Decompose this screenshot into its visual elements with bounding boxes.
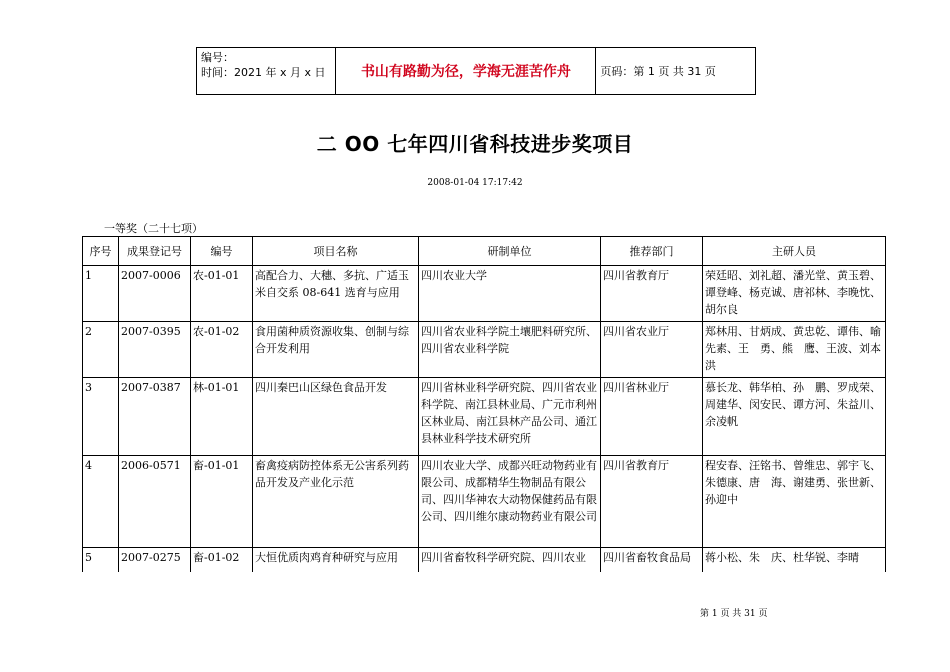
- cell-seq: 5: [83, 548, 119, 573]
- header-motto: 书山有路勤为径，学海无涯苦作舟: [336, 48, 596, 95]
- page-header: [196, 47, 756, 95]
- column-header: 推荐部门: [601, 237, 703, 266]
- cell-seq: 3: [83, 378, 119, 456]
- cell-code: 农-01-01: [191, 266, 253, 322]
- table-row: [83, 266, 886, 322]
- cell-dept: 四川省教育厅: [601, 266, 703, 322]
- column-header: 编号: [191, 237, 253, 266]
- column-header: 成果登记号: [119, 237, 191, 266]
- table-header-row: [83, 237, 886, 266]
- column-header: 项目名称: [253, 237, 419, 266]
- cell-dept: 四川省林业厅: [601, 378, 703, 456]
- document-title: 二 OO 七年四川省科技进步奖项目: [316, 132, 634, 156]
- cell-unit: 四川农业大学: [419, 266, 601, 322]
- cell-reg: 2007-0275: [119, 548, 191, 573]
- cell-code: 畜-01-02: [191, 548, 253, 573]
- column-header: 研制单位: [419, 237, 601, 266]
- cell-people: 郑林用、甘炳成、黄忠乾、谭伟、喻先素、王 勇、熊 鹰、王波、刘本洪: [703, 322, 886, 378]
- column-header: 主研人员: [703, 237, 886, 266]
- cell-unit: 四川省畜牧科学研究院、四川农业: [419, 548, 601, 573]
- page-footer: 第 1 页 共 31 页: [700, 609, 768, 619]
- cell-unit: 四川省农业科学院土壤肥料研究所、四川省农业科学院: [419, 322, 601, 378]
- cell-reg: 2007-0006: [119, 266, 191, 322]
- cell-seq: 2: [83, 322, 119, 378]
- cell-dept: 四川省农业厅: [601, 322, 703, 378]
- cell-dept: 四川省畜牧食品局: [601, 548, 703, 573]
- cell-name: 四川秦巴山区绿色食品开发: [253, 378, 419, 456]
- award-table: [82, 236, 886, 573]
- cell-seq: 4: [83, 456, 119, 548]
- cell-reg: 2006-0571: [119, 456, 191, 548]
- table-row: [83, 548, 886, 573]
- table-row: [83, 322, 886, 378]
- cell-people: 慕长龙、韩华柏、孙 鹏、罗成荣、周建华、闵安民、谭方河、朱益川、余凌帆: [703, 378, 886, 456]
- number-label: 编号：: [201, 51, 234, 64]
- cell-unit: 四川农业大学、成都兴旺动物药业有限公司、成都精华生物制品有限公司、四川华神农大动物保健药品有限公司、四川维尔康动物药业有限公司: [419, 456, 601, 548]
- cell-name: 高配合力、大穗、多抗、广适玉米自交系 08-641 选育与应用: [253, 266, 419, 322]
- cell-reg: 2007-0395: [119, 322, 191, 378]
- cell-code: 林-01-01: [191, 378, 253, 456]
- cell-people: 蒋小松、朱 庆、杜华锐、李晴: [703, 548, 886, 573]
- header-meta: [197, 48, 336, 95]
- column-header: 序号: [83, 237, 119, 266]
- page-break-mask: [0, 572, 950, 592]
- cell-code: 农-01-02: [191, 322, 253, 378]
- cell-people: 程安春、汪铭书、曾维忠、郭宇飞、朱德康、唐 海、谢建勇、张世新、孙迎中: [703, 456, 886, 548]
- cell-name: 食用菌种质资源收集、创制与综合开发利用: [253, 322, 419, 378]
- cell-name: 大恒优质肉鸡育种研究与应用: [253, 548, 419, 573]
- cell-code: 畜-01-01: [191, 456, 253, 548]
- table-row: [83, 456, 886, 548]
- cell-people: 荣廷昭、刘礼超、潘光堂、黄玉碧、谭登峰、杨克诚、唐祁林、李晚忱、胡尔良: [703, 266, 886, 322]
- table-row: [83, 378, 886, 456]
- time-label: 时间：2021 年 x 月 x 日: [201, 66, 326, 79]
- section-title: 一等奖（二十七项）: [104, 222, 203, 235]
- publish-timestamp: 2008-01-04 17:17:42: [427, 178, 523, 188]
- header-page-label: 页码：第 1 页 共 31 页: [596, 48, 756, 95]
- cell-name: 畜禽疫病防控体系无公害系列药品开发及产业化示范: [253, 456, 419, 548]
- cell-reg: 2007-0387: [119, 378, 191, 456]
- cell-dept: 四川省教育厅: [601, 456, 703, 548]
- cell-unit: 四川省林业科学研究院、四川省农业科学院、南江县林业局、广元市利州区林业局、南江县林产品公司、通江县林业科学技术研究所: [419, 378, 601, 456]
- cell-seq: 1: [83, 266, 119, 322]
